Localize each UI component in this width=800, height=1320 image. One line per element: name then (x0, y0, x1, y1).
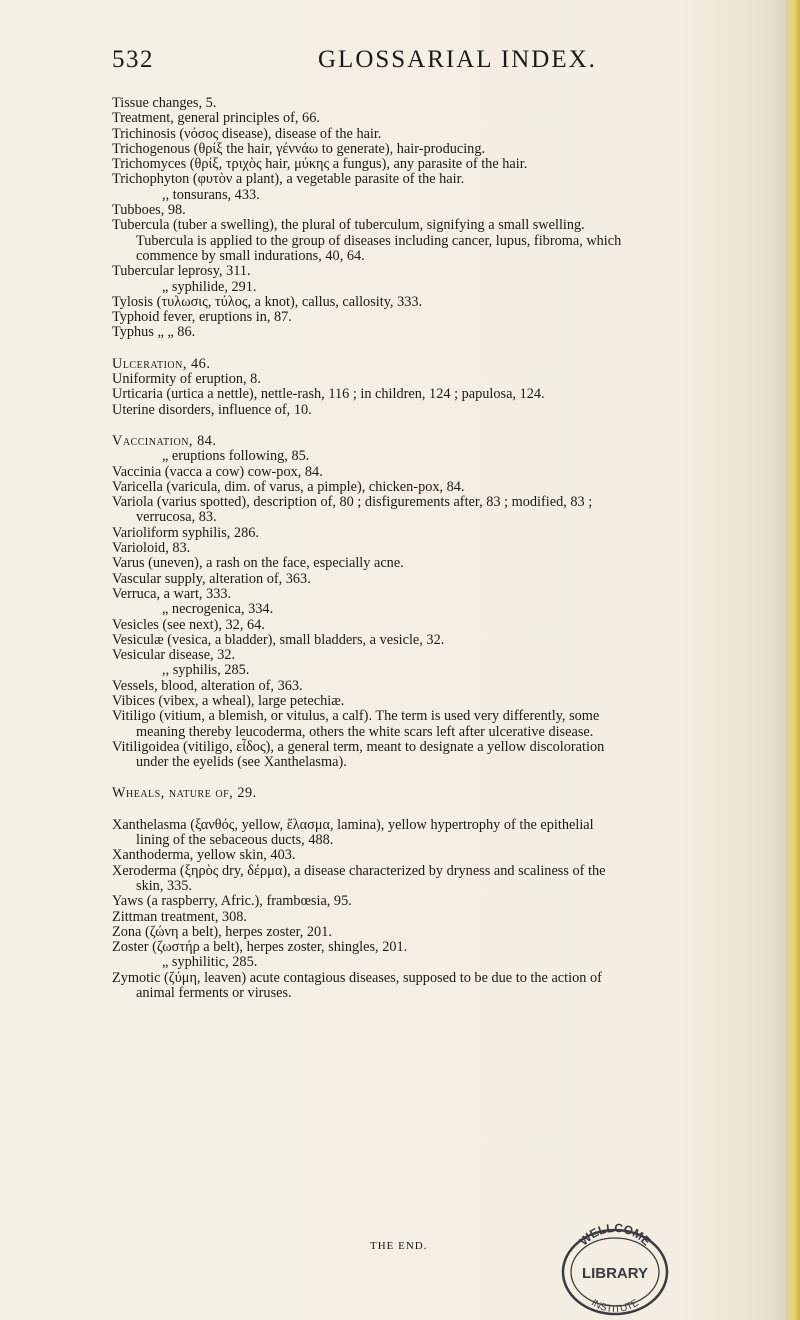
index-continuation: commence by small indurations, 40, 64. (136, 247, 365, 264)
index-entry: Varioliform syphilis, 286. (112, 524, 259, 541)
index-entry: Tubercula (tuber a swelling), the plural of tuberculum, signifying a small swelling. (112, 217, 585, 234)
stamp-center-text: LIBRARY (581, 1265, 649, 1282)
index-entry: Trichophyton (φυτὸν a plant), a vegetable parasite of the hair. (112, 171, 465, 188)
the-end-text: THE END. (370, 1240, 428, 1252)
page-title: GLOSSARIAL INDEX. (318, 46, 597, 73)
index-entry: Zona (ζώνη a belt), herpes zoster, 201. (112, 923, 332, 940)
index-entry: Vascular supply, alteration of, 363. (112, 570, 311, 587)
index-subentry: ,, tonsurans, 433. (162, 186, 260, 203)
index-entry: Typhoid fever, eruptions in, 87. (112, 309, 292, 326)
index-entry: Trichogenous (θρίξ the hair, γέννάω to generate), hair-producing. (112, 140, 486, 157)
index-entry: Vibices (vibex, a wheal), large petechiæ. (112, 692, 345, 709)
index-entry: Urticaria (urtica a nettle), nettle-rash, 116 ; in children, 124 ; papulosa, 124. (112, 386, 545, 403)
section-gap (112, 802, 772, 818)
index-entry: Vesiculæ (vesica, a bladder), small bladders, a vesicle, 32. (112, 631, 445, 648)
index-entry: Xanthelasma (ξανθός, yellow, ἔλασμα, lamina), yellow hypertrophy of the epithelial (112, 816, 594, 833)
index-entry: Vaccinia (vacca a cow) cow-pox, 84. (112, 463, 323, 480)
index-entry: Ulceration, 46. (112, 355, 211, 372)
index-entry: Vitiligoidea (vitiligo, εἶδος), a general term, meant to designate a yellow discoloration (112, 738, 605, 755)
index-entry: Tubercular leprosy, 311. (112, 263, 251, 280)
index-entry: Yaws (a raspberry, Afric.), frambœsia, 95. (112, 893, 352, 910)
index-entry: Treatment, general principles of, 66. (112, 110, 320, 127)
stamp-top-text: WELLCOME (576, 1220, 654, 1249)
index-entry: Uniformity of eruption, 8. (112, 371, 261, 388)
index-subentry: „ syphilitic, 285. (162, 954, 258, 971)
index-entry: Trichinosis (νόσος disease), disease of the hair. (112, 125, 382, 142)
page-number: 532 (112, 46, 154, 73)
index-entry: Vitiligo (vitium, a blemish, or vitulus, a calf). The term is used very differently, some (112, 708, 600, 725)
index-entry: Zoster (ζωστήρ a belt), herpes zoster, shingles, 201. (112, 939, 408, 956)
index-entry: Typhus „ „ 86. (112, 324, 196, 341)
section-gap (112, 770, 772, 786)
index-entry: Varus (uneven), a rash on the face, especially acne. (112, 555, 404, 572)
index-entry: Zymotic (ζύμη, leaven) acute contagious diseases, supposed to be due to the action of (112, 969, 602, 986)
glossary-index-text (112, 96, 772, 1001)
index-entry: Xanthoderma, yellow skin, 403. (112, 847, 296, 864)
index-subentry: „ necrogenica, 334. (162, 601, 274, 618)
library-stamp (555, 1220, 675, 1316)
index-entry: Vessels, blood, alteration of, 363. (112, 677, 303, 694)
index-continuation: under the eyelids (see Xanthelasma). (136, 754, 347, 771)
index-subentry: „ eruptions following, 85. (162, 448, 310, 465)
index-continuation: lining of the sebaceous ducts, 488. (136, 832, 334, 849)
stamp-bottom-text: INSTITUTE (589, 1297, 641, 1316)
index-entry: Tylosis (τυλωσις, τύλος, a knot), callus, callosity, 333. (112, 293, 423, 310)
index-entry: Trichomyces (θρίξ, τριχὸς hair, μύκης a fungus), any parasite of the hair. (112, 156, 528, 173)
index-entry: Uterine disorders, influence of, 10. (112, 401, 312, 418)
index-entry: Vesicular disease, 32. (112, 647, 236, 664)
section-gap (112, 341, 772, 357)
index-entry: Verruca, a wart, 333. (112, 585, 232, 602)
index-entry: Vesicles (see next), 32, 64. (112, 616, 265, 633)
index-entry: Tissue changes, 5. (112, 95, 217, 111)
index-continuation: animal ferments or viruses. (136, 985, 292, 1002)
index-subentry: ,, syphilis, 285. (162, 662, 250, 679)
index-continuation: meaning thereby leucoderma, others the white scars left after ulcerative disease. (136, 723, 594, 740)
index-subentry: „ syphilide, 291. (162, 278, 257, 295)
index-entry: Wheals, nature of, 29. (112, 785, 257, 802)
index-continuation: Tubercula is applied to the group of diseases including cancer, lupus, fibroma, which (136, 232, 622, 249)
section-gap (112, 418, 772, 434)
index-entry: Zittman treatment, 308. (112, 908, 247, 925)
page-edge (786, 0, 800, 1320)
index-continuation: skin, 335. (136, 877, 193, 894)
index-entry: Tubboes, 98. (112, 202, 186, 219)
index-entry: Variola (varius spotted), description of, 80 ; disfigurements after, 83 ; modified, 83 ; (112, 494, 593, 511)
index-entry: Vaccination, 84. (112, 432, 217, 449)
index-entry: Xeroderma (ξηρὸς dry, δέρμα), a disease characterized by dryness and scaliness of the (112, 862, 606, 879)
index-entry: Varioloid, 83. (112, 540, 191, 557)
index-entry: Varicella (varicula, dim. of varus, a pimple), chicken-pox, 84. (112, 478, 465, 495)
index-continuation: verrucosa, 83. (136, 509, 217, 526)
